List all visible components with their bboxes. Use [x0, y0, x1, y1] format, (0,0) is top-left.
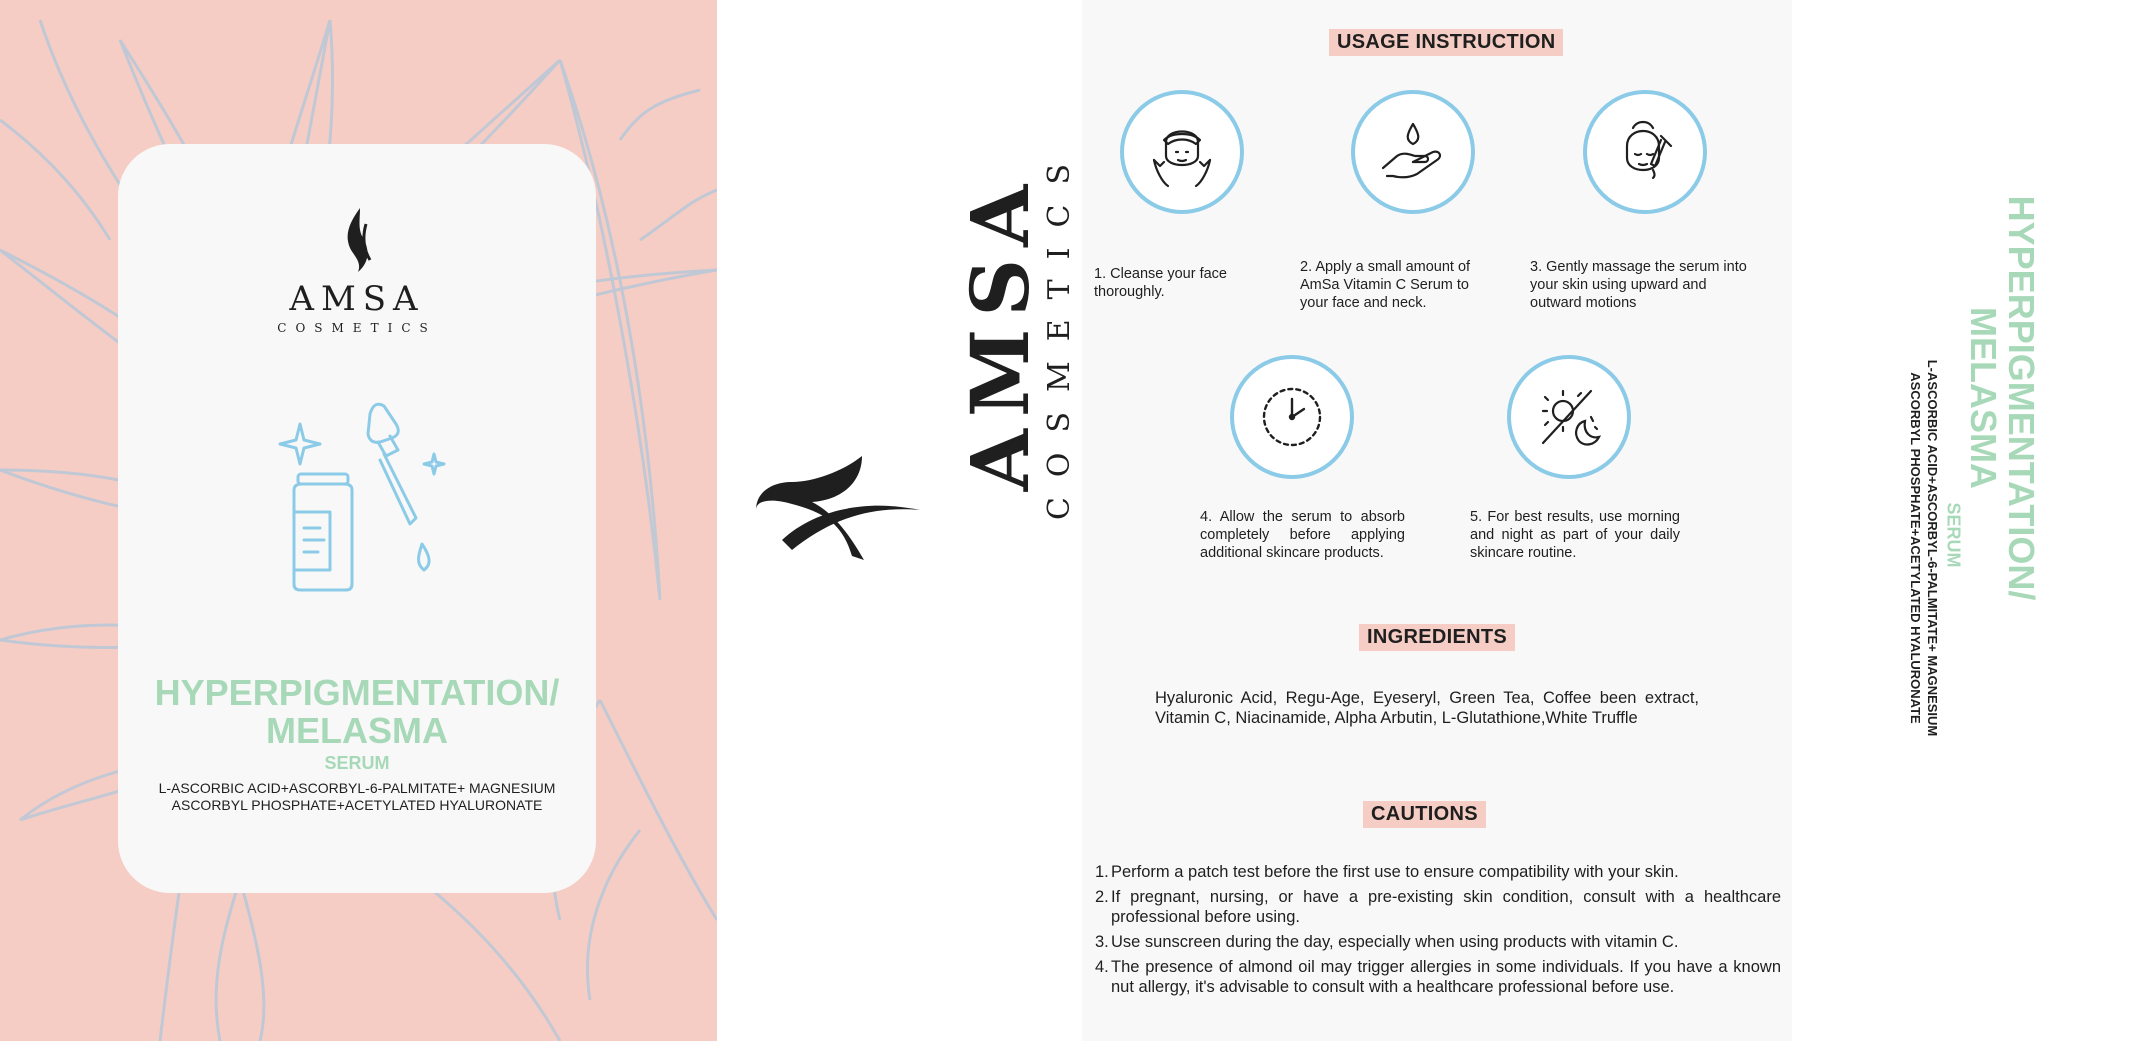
clock-icon: [1256, 381, 1328, 453]
front-panel: [0, 0, 717, 1041]
brand-sub: COSMETICS: [277, 321, 437, 335]
spine-brand-name: AMSA: [953, 172, 1047, 492]
serum-bottle-icon: [274, 394, 454, 594]
spine-logo-mark-icon: [752, 452, 922, 572]
step-2-circle: [1351, 90, 1475, 214]
caution-number: 2.: [1095, 888, 1109, 906]
front-card: [118, 144, 596, 893]
ingredients-heading: INGREDIENTS: [1359, 624, 1515, 651]
caution-item: [1095, 887, 1781, 927]
step-5-text: 5. For best results, use morning and night as part of your daily skincare routine.: [1470, 509, 1680, 561]
front-logo: [118, 204, 596, 335]
front-formula: [118, 780, 596, 814]
face-wash-icon: [1146, 116, 1218, 188]
front-product-title: [118, 674, 596, 750]
step-3-text: 3. Gently massage the serum into your skin using upward and outward motions: [1530, 259, 1747, 311]
spine-brand-sub: COSMETICS: [1042, 143, 1077, 521]
side-formula-line-1: L-ASCORBIC ACID+ASCORBYL-6-PALMITATE+ MAGNESIUM: [1925, 359, 1940, 737]
caution-item: [1095, 932, 1781, 952]
step-5-circle: [1507, 355, 1631, 479]
caution-item: [1095, 957, 1781, 997]
side-formula: [1907, 360, 1941, 737]
amsa-logo-icon: [332, 204, 382, 274]
hand-drop-icon: [1377, 116, 1449, 188]
spine-logo: [953, 143, 1080, 521]
step-2-text: 2. Apply a small amount of AmSa Vitamin C Serum to your face and neck.: [1300, 259, 1471, 311]
cautions-list: [1095, 862, 1781, 1002]
step-1-text: 1. Cleanse your face thoroughly.: [1094, 266, 1227, 300]
ingredients-text: Hyaluronic Acid, Regu-Age, Eyeseryl, Green Tea, Coffee been extract, Vitamin C, Niacinamide, Alpha Arbutin, L-Glutathione,White Truffle: [1155, 689, 1699, 727]
face-dropper-icon: [1609, 116, 1681, 188]
front-product-type: SERUM: [324, 753, 390, 773]
side-product-title: [1964, 196, 2040, 601]
brand-name: AMSA: [289, 279, 425, 319]
formula-line-1: L-ASCORBIC ACID+ASCORBYL-6-PALMITATE+ MAGNESIUM: [158, 780, 556, 796]
side-product-type: SERUM: [1943, 502, 1964, 568]
caution-text: Use sunscreen during the day, especially when using products with vitamin C.: [1111, 933, 1679, 951]
sun-moon-icon: [1533, 381, 1605, 453]
cautions-heading: CAUTIONS: [1363, 801, 1486, 828]
caution-text: If pregnant, nursing, or have a pre-existing skin condition, consult with a healthcare professional before using.: [1111, 888, 1781, 926]
caution-text: Perform a patch test before the first use to ensure compatibility with your skin.: [1111, 863, 1679, 881]
usage-heading: USAGE INSTRUCTION: [1329, 29, 1563, 56]
formula-line-2: ASCORBYL PHOSPHATE+ACETYLATED HYALURONATE: [171, 797, 543, 813]
side-formula-line-2: ASCORBYL PHOSPHATE+ACETYLATED HYALURONATE: [1908, 372, 1923, 724]
caution-item: [1095, 862, 1781, 882]
step-4-circle: [1230, 355, 1354, 479]
title-line-1: HYPERPIGMENTATION/: [154, 672, 560, 713]
step-3-circle: [1583, 90, 1707, 214]
caution-number: 1.: [1095, 863, 1109, 881]
step-1-circle: [1120, 90, 1244, 214]
side-title-line-2: MELASMA: [1963, 307, 2004, 489]
caution-number: 4.: [1095, 958, 1109, 976]
side-title-line-1: HYPERPIGMENTATION/: [2001, 195, 2042, 601]
step-4-text: 4. Allow the serum to absorb completely before applying additional skincare products.: [1200, 509, 1405, 561]
caution-number: 3.: [1095, 933, 1109, 951]
title-line-2: MELASMA: [266, 710, 448, 751]
caution-text: The presence of almond oil may trigger allergies in some individuals. If you have a known nut allergy, it's advisable to consult with a healthcare professional before use.: [1111, 958, 1781, 996]
